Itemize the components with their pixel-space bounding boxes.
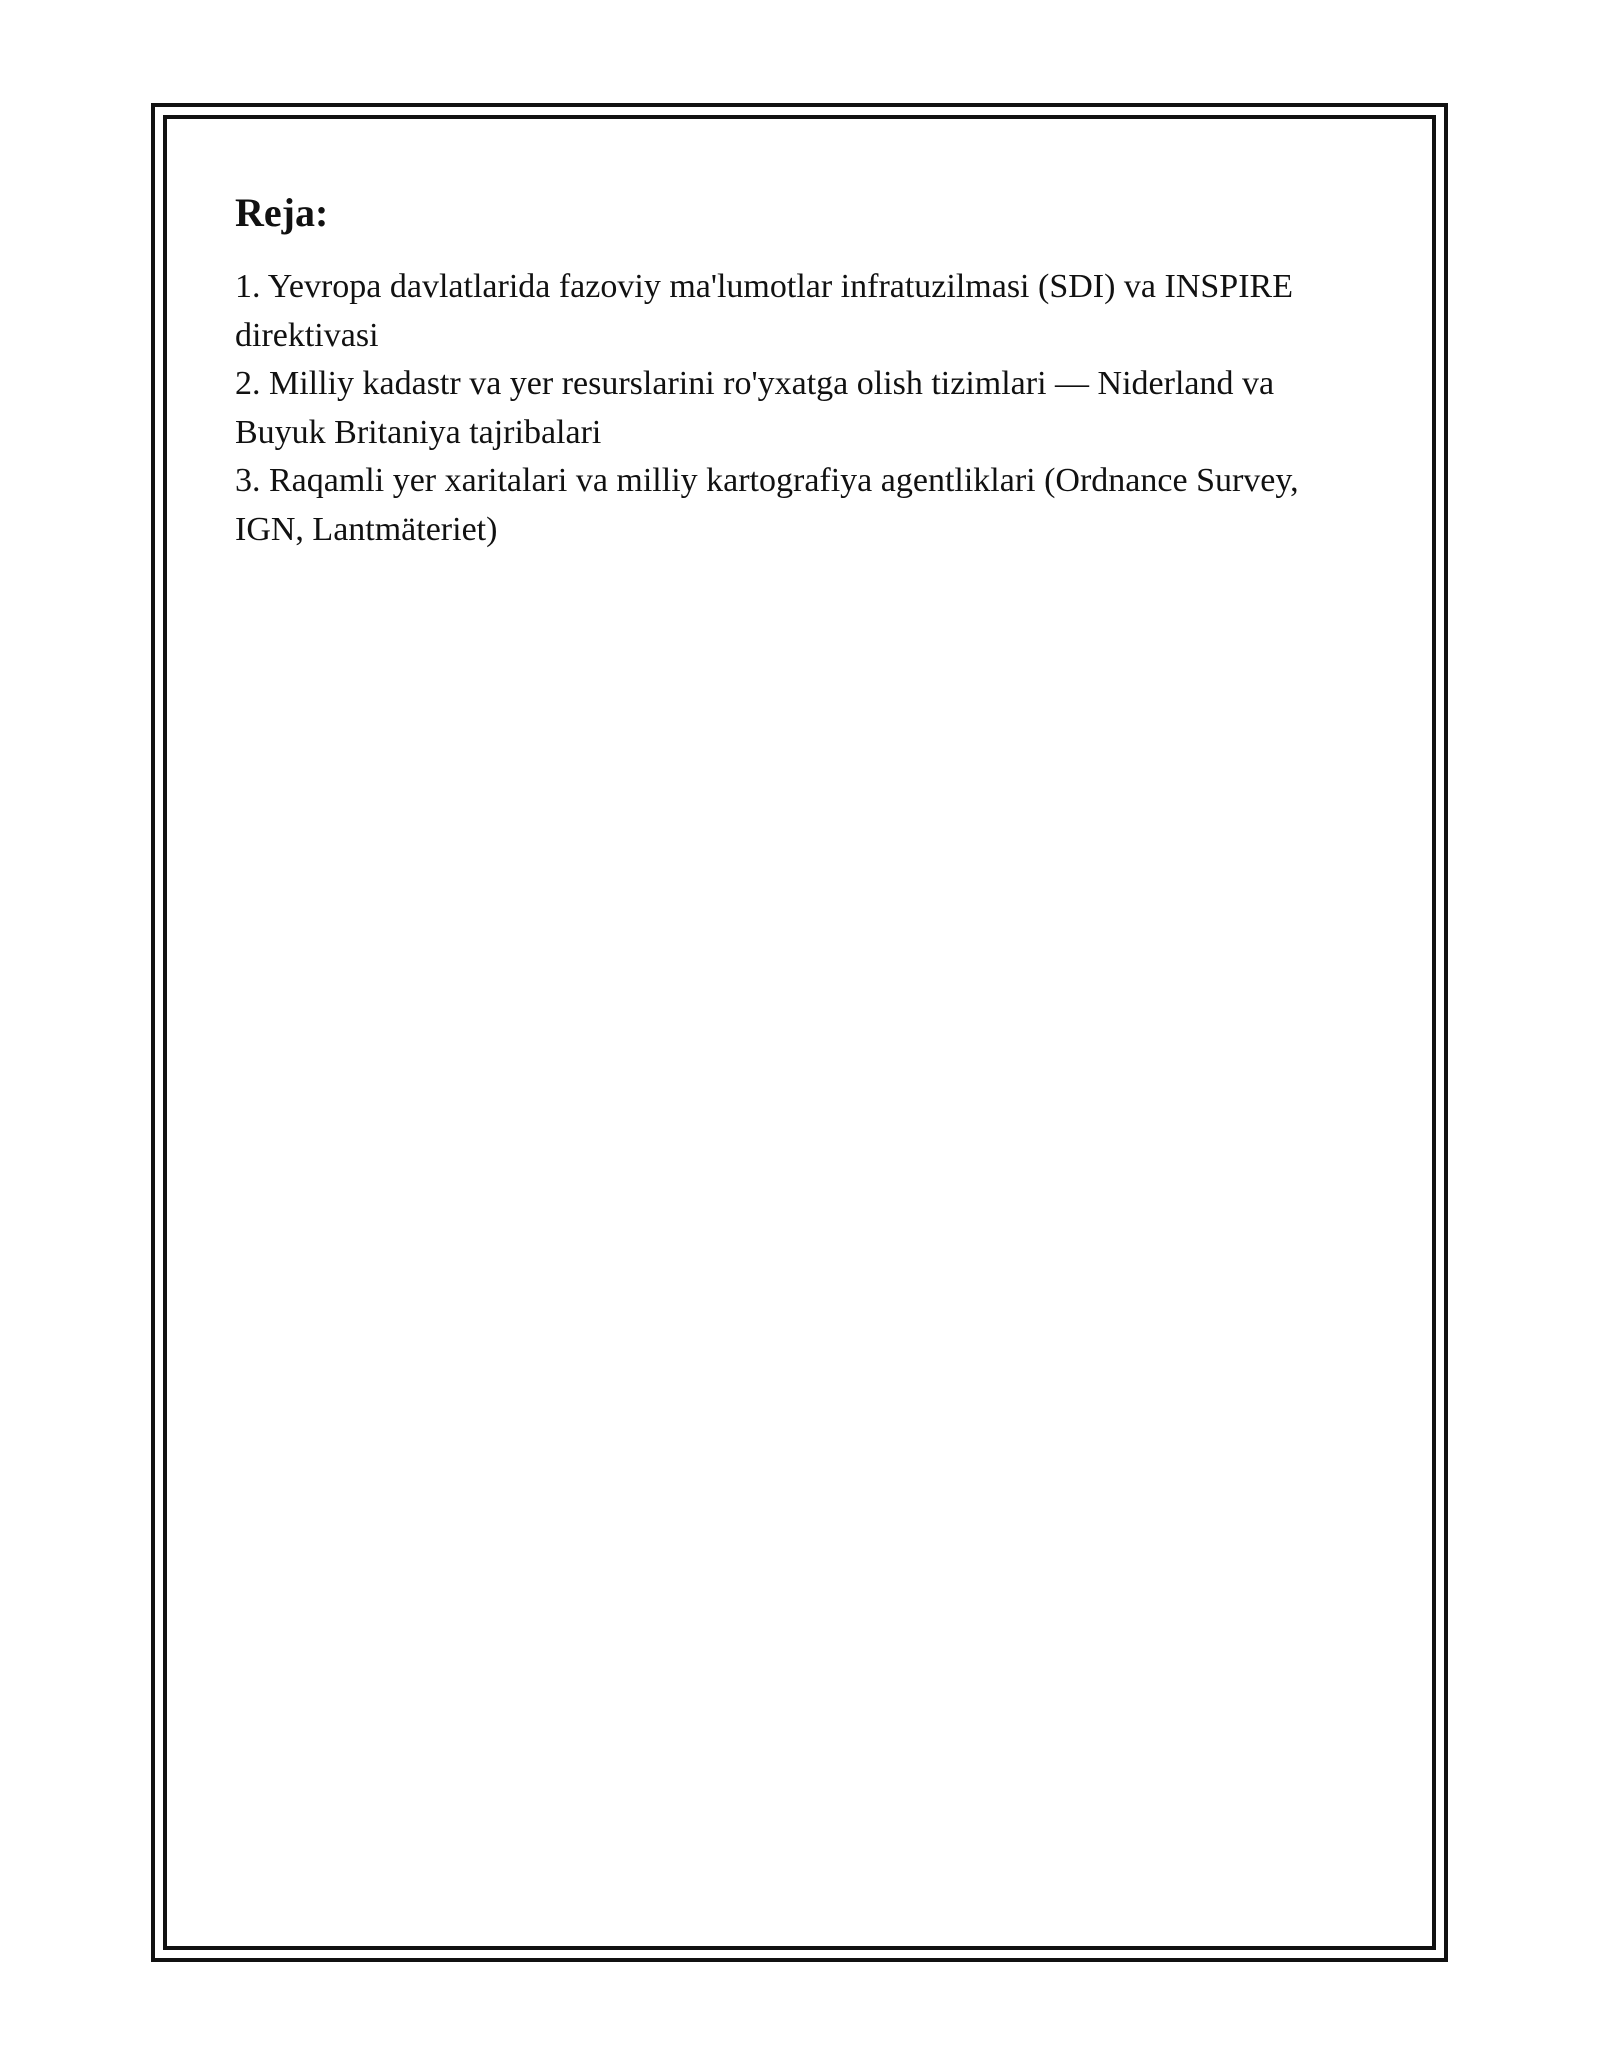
plan-heading: Reja: [235, 190, 329, 235]
plan-item-1: 1. Yevropa davlatlarida fazoviy ma'lumotlar infratuzilmasi (SDI) va INSPIRE direktivasi [235, 268, 1293, 354]
plan-list [235, 263, 1365, 554]
plan-item-3: 3. Raqamli yer xaritalari va milliy kartografiya agentliklari (Ordnance Survey, IGN, Lantmäteriet) [235, 462, 1299, 548]
document-content [235, 185, 1365, 554]
plan-item-2: 2. Milliy kadastr va yer resurslarini ro'yxatga olish tizimlari — Niderland va Buyuk Britaniya tajribalari [235, 365, 1275, 451]
